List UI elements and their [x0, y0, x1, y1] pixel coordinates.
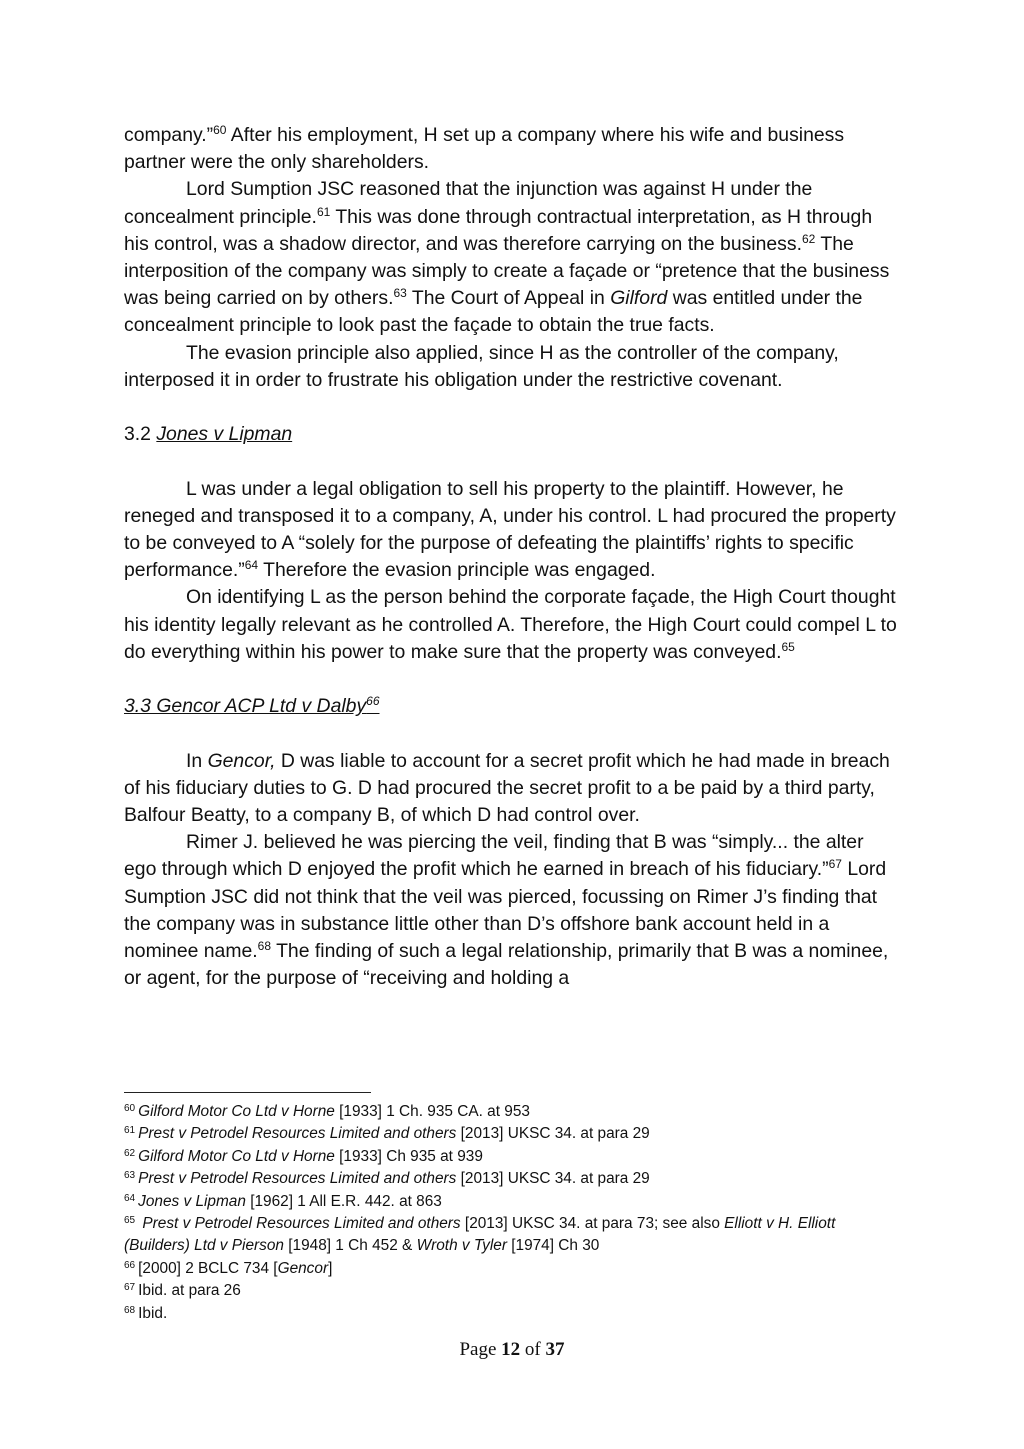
- footnotes: [124, 1101, 904, 1325]
- footnote-ref[interactable]: 61: [316, 204, 331, 219]
- paragraph: Rimer J. believed he was piercing the veil, finding that B was “simply... the alter ego through which D enjoyed the profit which he earned in breach of his fiduciary.”$^{67}$ Lord Sumption JSC did not think that the veil was pierced, focussing on Rimer J’s finding that the company was in substance little other than D’s offshore bank account held in a nominee name.$^{68}$ The finding of such a legal relationship, primarily that B was a nominee, or agent, for the purpose of “receiving and holding a: [124, 831, 889, 990]
- footnote-ref[interactable]: 62: [801, 231, 816, 246]
- footnote: $^{65}$ Prest v Petrodel Resources Limited and others [2013] UKSC 34. at para 73; see also Elliott v H. Elliott (Builders) Ltd v Pierson [1948] 1 Ch 452 & Wroth v Tyler [1974] Ch 30: [124, 1215, 836, 1255]
- footnote: $^{62}$ Gilford Motor Co Ltd v Horne [1933] Ch 935 at 939: [124, 1147, 483, 1165]
- footnote: $^{67}$ Ibid. at para 26: [124, 1282, 241, 1300]
- section-heading-3-3: 3.3 Gencor ACP Ltd v Dalby$^{66}$: [124, 694, 380, 718]
- spacer: [124, 448, 900, 475]
- footnote-ref[interactable]: 60: [213, 123, 227, 137]
- paragraph: company.”$^{60}$ After his employment, H set up a company where his wife and business partner were the only shareholders.: [124, 123, 845, 174]
- spacer: [124, 720, 900, 747]
- footnote: $^{66}$ [2000] 2 BCLC 734 [Gencor]: [124, 1259, 333, 1277]
- footnote: $^{63}$ Prest v Petrodel Resources Limited and others [2013] UKSC 34. at para 29: [124, 1170, 650, 1188]
- page-number: Page 12 of 37: [459, 1339, 565, 1360]
- section-heading-3-2: 3.2 Jones v Lipman: [124, 423, 293, 446]
- paragraph: The evasion principle also applied, since H as the controller of the company, interposed it in order to frustrate his obligation under the restrictive covenant.: [124, 341, 839, 391]
- spacer: [124, 666, 900, 693]
- footnote: $^{61}$ Prest v Petrodel Resources Limited and others [2013] UKSC 34. at para 29: [124, 1125, 650, 1143]
- footnote: $^{68}$ Ibid.: [124, 1304, 168, 1322]
- footnote-ref[interactable]: 68: [257, 939, 272, 954]
- footnote: $^{64}$ Jones v Lipman [1962] 1 All E.R. 442. at 863: [124, 1192, 442, 1210]
- paragraph: In Gencor, D was liable to account for a secret profit which he had made in breach of his fiduciary duties to G. D had procured the secret profit to a be paid by a third party, Balfour Beatty, to a company B, of which D had control over.: [124, 749, 890, 827]
- paragraph: Lord Sumption JSC reasoned that the injunction was against H under the concealment principle.$^{61}$ This was done through contractual interpretation, as H through his control, was a shadow director, and was therefore carrying on the business.$^{62}$ The interposition of the company was simply to create a façade or “pretence that the business was being carried on by others.$^{63}$ The Court of Appeal in Gilford was entitled under the concealment principle to look past the façade to obtain the true facts.: [124, 178, 890, 337]
- body-text: [124, 122, 900, 992]
- footnote-separator: [124, 1092, 371, 1093]
- paragraph: L was under a legal obligation to sell his property to the plaintiff. However, he reneged and transposed it to a company, A, under his control. L had procured the property to be conveyed to A “solely for the purpose of defeating the plaintiffs’ rights to specific performance.”$^{64}$ Therefore the evasion principle was engaged.: [124, 477, 896, 582]
- paragraph: On identifying L as the person behind the corporate façade, the High Court thought his identity legally relevant as he controlled A. Therefore, the High Court could compel L to do everything within his power to make sure that the property was conveyed.$^{65}$: [124, 586, 897, 663]
- footnote-ref[interactable]: 65: [781, 639, 795, 654]
- spacer: [124, 394, 900, 421]
- footnote-ref[interactable]: 63: [393, 286, 407, 301]
- footnote-ref[interactable]: 66: [366, 694, 380, 709]
- footnote: $^{60}$ Gilford Motor Co Ltd v Horne [1933] 1 Ch. 935 CA. at 953: [124, 1103, 530, 1120]
- footnote-ref[interactable]: 67: [828, 857, 842, 872]
- footnote-ref[interactable]: 64: [244, 558, 259, 573]
